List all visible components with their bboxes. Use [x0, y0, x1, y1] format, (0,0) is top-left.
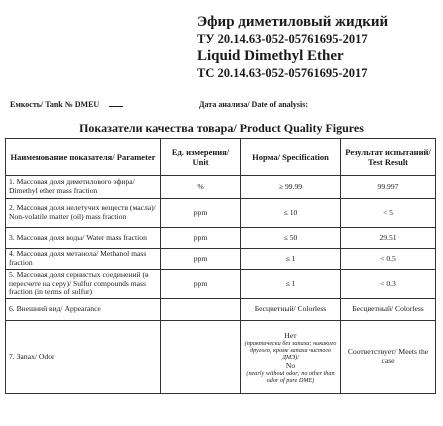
- row-unit: ppm: [161, 228, 241, 249]
- row-result: < 0.5: [341, 249, 436, 270]
- row-unit: ppm: [161, 249, 241, 270]
- row-parameter: 3. Массовая доля воды/ Water mass fraction: [6, 228, 161, 249]
- spec-odor-ru: Нет: [284, 330, 297, 340]
- row-unit: [161, 321, 241, 394]
- tank-number-blank: [109, 106, 123, 107]
- row-result: < 0.3: [341, 270, 436, 299]
- row-spec: Бесцветный/ Colorless: [241, 299, 341, 321]
- row-result: 99.997: [341, 176, 436, 199]
- row-parameter: 6. Внешний вид/ Appearance: [6, 299, 161, 321]
- table-row: [6, 270, 436, 299]
- table-row: [6, 228, 436, 249]
- row-unit: [161, 299, 241, 321]
- row-spec-odor: [241, 321, 341, 394]
- row-spec: ≥ 99.99: [241, 176, 341, 199]
- row-parameter: 4. Массовая доля метанола/ Methanol mass fraction: [6, 249, 161, 270]
- spec-odor-en: No: [285, 360, 296, 370]
- header-result: Результат испытаний/ Test Result: [341, 139, 436, 176]
- row-result: Соответствует/ Meets the case: [341, 321, 436, 394]
- table-row: [6, 321, 436, 394]
- header-spec: Норма/ Specification: [241, 139, 341, 176]
- document-header: [197, 14, 437, 82]
- spec-odor-note-en: (nearly without odor; no other than odor of pure DME): [246, 369, 335, 384]
- product-title-ru: Эфир диметиловый жидкий: [197, 14, 389, 30]
- table-row: [6, 199, 436, 228]
- row-unit: ppm: [161, 270, 241, 299]
- table-row: [6, 176, 436, 199]
- table-header-row: [6, 139, 436, 176]
- row-unit: ppm: [161, 199, 241, 228]
- row-spec: ≤ 10: [241, 199, 341, 228]
- header-unit: Ед. измерения/ Unit: [161, 139, 241, 176]
- row-parameter: 1. Массовая доля диметилового эфира/ Dimethyl ether mass fraction: [6, 176, 161, 199]
- quality-table: [5, 138, 436, 394]
- row-parameter: 2. Массовая доля нелетучих веществ (масла)/ Non-volatile matter (oil) mass fraction: [6, 199, 161, 228]
- row-unit: %: [161, 176, 241, 199]
- row-result: Бесцветный/ Colorless: [341, 299, 436, 321]
- row-result: < 5: [341, 199, 436, 228]
- header-parameter: Наименование показателя/ Parameter: [6, 139, 161, 176]
- section-title: Показатели качества товара/ Product Quality Figures: [79, 121, 364, 135]
- row-result: 29.51: [341, 228, 436, 249]
- spec-odor-note-ru: (практически без запаха; никакого другого, кроме запаха чистого ДМЭ)/: [244, 339, 337, 361]
- product-title-en: Liquid Dimethyl Ether: [197, 48, 344, 64]
- row-spec: ≤ 1: [241, 249, 341, 270]
- row-spec: ≤ 1: [241, 270, 341, 299]
- table-row: [6, 299, 436, 321]
- row-parameter: 5. Массовая доля сернистых соединений (в пересчете на серу)/ Sulfur compounds mass fraction (in terms of sulfur): [6, 270, 161, 299]
- tank-label: Емкость/ Tank № DMEU: [10, 100, 123, 109]
- tu-code: ТУ 20.14.63-052-05761695-2017: [197, 32, 368, 46]
- table-row: [6, 249, 436, 270]
- tc-code: TC 20.14.63-052-05761695-2017: [197, 66, 368, 80]
- row-parameter: 7. Запах/ Odor: [6, 321, 161, 394]
- row-spec: ≤ 50: [241, 228, 341, 249]
- date-label: Дата анализа/ Date of analysis:: [199, 100, 308, 109]
